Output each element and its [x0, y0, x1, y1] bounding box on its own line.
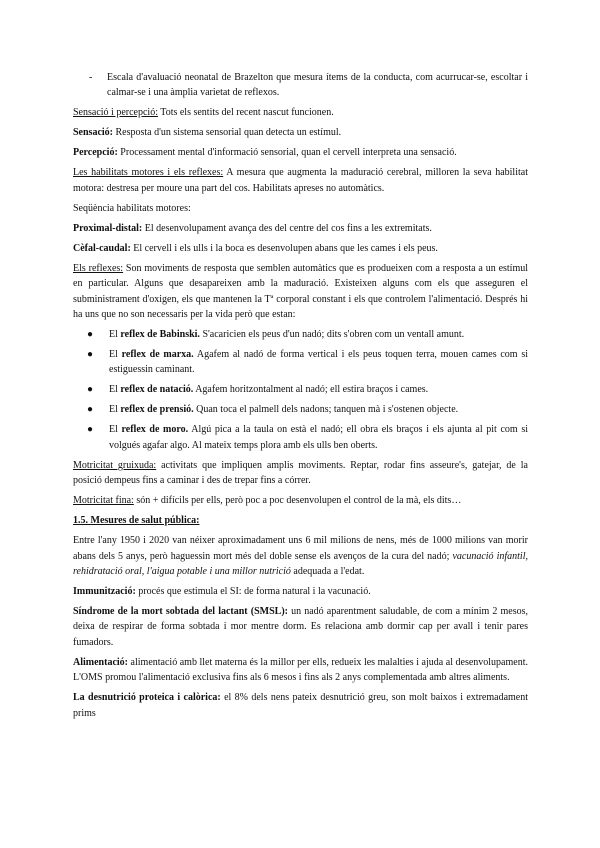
list-item — [73, 327, 528, 342]
desnutricio-text: el 8% dels nens pateix desnutrició greu, son molt baixos i extremadament prims — [73, 692, 529, 719]
reflex-prefix: El — [109, 349, 122, 361]
reflex-name: reflex de marxa. — [121, 349, 194, 361]
bullet-icon: ● — [87, 424, 94, 436]
reflex-prefix: El — [109, 329, 121, 341]
mortalitat-italic: vacunació infantil, rehidratació oral, l'aigua potable i una millor nutrició — [73, 550, 528, 578]
cefal-caudal-label: Cèfal-caudal: — [73, 242, 131, 254]
reflex-name: reflex de natació. — [120, 384, 194, 396]
reflex-name: reflex de Babinski. — [120, 329, 200, 341]
reflex-name: reflex de prensió. — [120, 404, 194, 416]
sensacio-percepcio-text: Tots els sentits del recent nascut funcionen. — [157, 107, 334, 119]
bullet-icon: ● — [87, 329, 94, 341]
reflex-description: Quan toca el palmell dels nadons; tanquen mà i s'ostenen objecte. — [193, 404, 459, 416]
percepcio-label: Percepció: — [73, 147, 118, 159]
smsl-paragraph — [73, 604, 528, 650]
list-item — [73, 382, 528, 397]
document-body — [73, 70, 528, 726]
mortalitat-paragraph — [73, 533, 528, 579]
reflex-description: Algú pica a la taula on està el nadó; ell obra els braços i els ajunta al pit com si volgués agafar algo. Al mateix temps plora amb els ulls ben oberts. — [109, 424, 528, 451]
bullet-icon: ● — [87, 349, 94, 361]
section-title: 1.5. Mesures de salut pública: — [73, 515, 200, 527]
reflex-name: reflex de moro. — [121, 424, 189, 436]
bullet-icon: ● — [87, 404, 94, 416]
smsl-label: Síndrome de la mort sobtada del lactant (SMSL): — [73, 606, 288, 618]
sensacio-paragraph — [73, 125, 528, 140]
habilitats-motores-label: Les habilitats motores i els reflexes: — [73, 167, 224, 179]
reflex-description: Agafem horitzontalment al nadó; ell estira braços i cames. — [193, 384, 429, 396]
habilitats-motores-text: A mesura que augmenta la maduració cerebral, milloren la seva habilitat motora: destresa per moure una part del cos. Habilitats apreses no automàtics. — [73, 167, 528, 194]
reflex-description: Agafem al nadó de forma vertical i els peus toquen terra, mouen cames com si estiguessin caminant. — [109, 349, 528, 376]
reflex-list — [73, 327, 528, 453]
alimentacio-text: alimentació amb llet materna és la millor per ells, redueix les malalties i ajuda al desenvolupament. L'OMS promou l'alimentació exclusiva fins als 6 mesos i fins als 2 anys complementada amb altres aliments. — [73, 656, 528, 684]
dash-marker: - — [89, 72, 93, 83]
percepcio-paragraph — [73, 145, 528, 160]
proximal-distal-text: El desenvolupament avança des del centre del cos fins a les extremitats. — [142, 222, 432, 234]
habilitats-motores-paragraph — [73, 165, 528, 196]
list-item — [73, 402, 528, 417]
desnutricio-label: La desnutrició proteica i calòrica: — [73, 692, 221, 704]
sensacio-text: Resposta d'un sistema sensorial quan detecta un estímul. — [113, 127, 342, 139]
section-heading — [73, 513, 528, 528]
brazelton-item — [73, 70, 528, 101]
list-item — [73, 422, 528, 453]
reflexes-label: Els reflexes: — [73, 262, 124, 274]
motricitat-gruixuda-label: Motricitat gruixuda: — [73, 459, 157, 471]
list-item — [73, 347, 528, 378]
sequencia-text: Seqüència habilitats motores: — [73, 202, 191, 214]
motricitat-gruixuda-paragraph — [73, 458, 528, 489]
immunitzacio-label: Immunització: — [73, 586, 136, 598]
motricitat-gruixuda-text: activitats que impliquen amplis moviments. Reptar, rodar fins asseure's, gatejar, de la posició dempeus fins a caminar i des de trepar fins a córrer. — [73, 459, 528, 487]
proximal-distal-label: Proximal-distal: — [73, 222, 143, 234]
percepcio-text: Processament mental d'informació sensorial, quan el cervell interpreta una sensació. — [117, 147, 457, 159]
brazelton-text: Escala d'avaluació neonatal de Brazelton que mesura ítems de la conducta, com acurrucar-se, escoltar i calmar-se i una àmplia varietat de reflexos. — [107, 72, 528, 99]
sensacio-percepcio-label: Sensació i percepció: — [73, 107, 158, 119]
immunitzacio-text: procés que estimula el SI: de forma natural i la vacunació. — [135, 586, 371, 598]
bullet-icon: ● — [87, 384, 94, 396]
cefal-caudal-text: El cervell i els ulls i la boca es desenvolupen abans que les cames i els peus. — [130, 242, 438, 254]
desnutricio-paragraph — [73, 690, 528, 721]
sensacio-label: Sensació: — [73, 127, 113, 139]
proximal-distal-paragraph — [73, 221, 528, 236]
sequencia-paragraph — [73, 201, 528, 216]
reflex-description: S'acaricien els peus d'un nadó; dits s'obren com un ventall amunt. — [199, 329, 465, 341]
motricitat-fina-label: Motricitat fina: — [73, 495, 134, 507]
reflex-prefix: El — [109, 384, 121, 396]
sensacio-percepcio-paragraph — [73, 105, 528, 120]
immunitzacio-paragraph — [73, 584, 528, 599]
reflexes-paragraph — [73, 261, 528, 323]
motricitat-fina-text: són + difícils per ells, però poc a poc desenvolupen el control de la mà, els dits… — [133, 495, 462, 507]
alimentacio-paragraph — [73, 655, 528, 686]
smsl-text: un nadó aparentment saludable, de com a mínim 2 mesos, deixa de respirar de forma sobtada i mor mentre dorm. Es relaciona amb dormir cap per avall i tenir pares fumadors. — [73, 606, 528, 648]
cefal-caudal-paragraph — [73, 241, 528, 256]
mortalitat-tail: adequada a l'edat. — [290, 566, 365, 578]
motricitat-fina-paragraph — [73, 493, 528, 508]
alimentacio-label: Alimentació: — [73, 656, 128, 668]
reflexes-text: Son moviments de resposta que semblen automàtics que es produeixen com a resposta a un estímul en particular. Alguns que desapareixen amb la maduració. Existeixen alguns com els que asseguren el subministrament d'oxigen, els que mantenen la Tª corporal constant i els que controlem l'alimentació. Després hi ha uns que no son necessaris per la vida però que estan: — [73, 262, 529, 321]
reflex-prefix: El — [109, 424, 122, 436]
mortalitat-text: Entre l'any 1950 i 2020 van néixer aproximadament uns 6 mil milions de nens, més de 1000 milions van morir abans dels 5 anys, però haguessin mort més del doble sense els avenços de la cura del nadó; — [73, 535, 528, 562]
reflex-prefix: El — [109, 404, 121, 416]
